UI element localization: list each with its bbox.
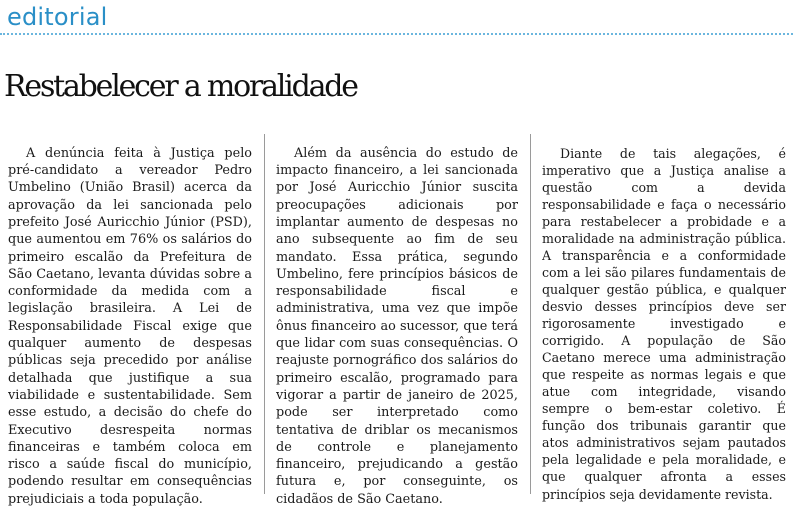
section-label: editorial xyxy=(7,3,108,31)
column-divider xyxy=(264,134,265,494)
section-divider xyxy=(0,33,793,35)
article-column-2: Além da ausência do estudo de impacto financeiro, a lei sancionada por José Auricchio Júnior suscita preocupações adicionais por implantar aumento de despesas no ano subsequente ao fim de seu mandato. Essa prática, segundo Umbelino, fere princípios básicos de responsabilidade fiscal e administrativa, uma vez que impõe ônus financeiro ao sucessor, que terá que lidar com suas consequências. O reajuste pornográfico dos salários do primeiro escalão, programado para vigorar a partir de janeiro de 2025, pode ser interpretado como tentativa de driblar os mecanismos de controle e planejamento financeiro, prejudicando a gestão futura e, por conseguinte, os cidadãos de São Caetano. xyxy=(276,145,518,507)
article-column-1: A denúncia feita à Justiça pelo pré-candidato a vereador Pedro Umbelino (União Brasil) acerca da aprovação da lei sancionada pelo prefeito José Auricchio Júnior (PSD), que aumentou em 76% os salários do primeiro escalão da Prefeitura de São Caetano, levanta dúvidas sobre a conformidade da medida com a legislação brasileira. A Lei de Responsabilidade Fiscal exige que qualquer aumento de despesas públicas seja precedido por análise detalhada que justifique a sua viabilidade e sustentabilidade. Sem esse estudo, a decisão do chefe do Executivo desrespeita normas financeiras e também coloca em risco a saúde fiscal do município, podendo resultar em consequências prejudiciais a toda população. xyxy=(8,145,252,507)
column-divider xyxy=(530,134,531,494)
headline: Restabelecer a moralidade xyxy=(4,69,357,104)
article-column-3: Diante de tais alegações, é imperativo que a Justiça analise a questão com a devida responsabilidade e faça o necessário para restabelecer a probidade e a moralidade na administração pública. A transparência e a conformidade com a lei são pilares fundamentais de qualquer gestão pública, e qualquer desvio desses princípios deve ser rigorosamente investigado e corrigido. A população de São Caetano merece uma administração que respeite as normas legais e que atue com integridade, visando sempre o bem-estar coletivo. É função dos tribunais garantir que atos administrativos sejam pautados pela legalidade e pela moralidade, e que qualquer afronta a esses princípios seja devidamente revista. xyxy=(542,145,786,502)
